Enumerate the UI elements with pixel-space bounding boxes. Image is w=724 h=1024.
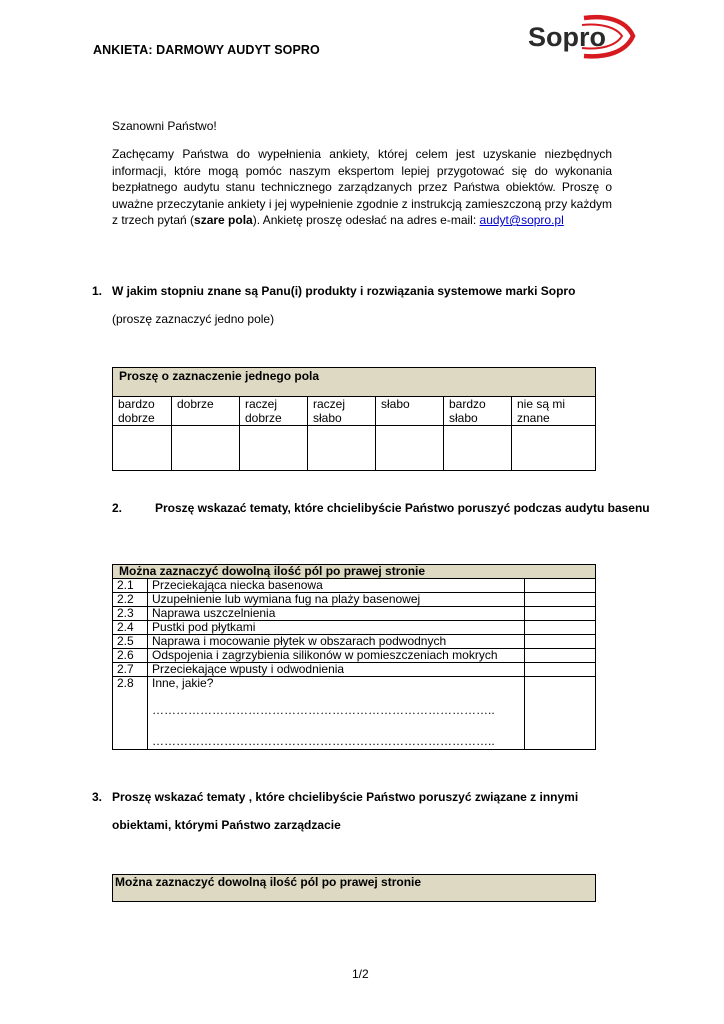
table-row: 2.7 Przeciekające wpusty i odwodnienia	[113, 663, 596, 677]
checkbox-cell[interactable]	[525, 635, 596, 649]
question-2: 2. Proszę wskazać tematy, które chcielibyście Państwo poruszyć podczas audytu basenu	[112, 501, 650, 515]
option-label: nie są mi znane	[512, 397, 596, 426]
checkbox-cell[interactable]	[525, 663, 596, 677]
table-row: 2.4 Pustki pod płytkami	[113, 621, 596, 635]
checkbox-cell[interactable]	[525, 621, 596, 635]
checkbox-cell[interactable]	[525, 593, 596, 607]
table-row: 2.1 Przeciekająca niecka basenowa	[113, 579, 596, 593]
fill-line: …………………………………………………………………………..	[152, 703, 495, 717]
question-1-note: (proszę zaznaczyć jedno pole)	[112, 312, 275, 326]
question-3: 3. Proszę wskazać tematy , które chcielibyście Państwo poruszyć związane z innymi	[92, 790, 579, 804]
option-label: bardzo słabo	[444, 397, 512, 426]
fill-line: …………………………………………………………………………..	[152, 734, 495, 748]
page-number: 1/2	[352, 967, 369, 981]
question-2-table	[112, 564, 596, 750]
table-row: 2.5 Naprawa i mocowanie płytek w obszarach podwodnych	[113, 635, 596, 649]
greeting: Szanowni Państwo!	[112, 119, 217, 133]
answer-cell[interactable]	[113, 426, 172, 471]
intro-paragraph: Zachęcamy Państwa do wypełnienia ankiety, której celem jest uzyskanie niezbędnych informacji, które mogą pomóc naszym ekspertom lepiej przygotować się do wykonania bezpłatnego audytu stanu technicznego zarządzanych przez Państwa obiektów. Proszę o uważne przeczytanie ankiety i jej wypełnienie zgodnie z instrukcją zamieszczoną przy każdym z trzech pytań (szare pola). Ankietę proszę odesłać na adres e-mail: audyt@sopro.pl	[112, 147, 612, 227]
option-label: raczej słabo	[308, 397, 376, 426]
answer-cell[interactable]	[240, 426, 308, 471]
answer-cell[interactable]	[308, 426, 376, 471]
checkbox-cell[interactable]	[525, 677, 596, 750]
question-3-line-2: obiektami, którymi Państwo zarządzacie	[112, 818, 341, 832]
email-link[interactable]: audyt@sopro.pl	[479, 213, 564, 227]
answer-cell[interactable]	[512, 426, 596, 471]
answer-cell[interactable]	[376, 426, 444, 471]
option-label: bardzo dobrze	[113, 397, 172, 426]
option-label: dobrze	[172, 397, 240, 426]
question-1-table	[112, 367, 596, 471]
option-label: słabo	[376, 397, 444, 426]
table-row-other: 2.8 Inne, jakie? ………………………………………………………………………….. …………………………………………………………………………..	[113, 677, 596, 750]
option-label: raczej dobrze	[240, 397, 308, 426]
table-row: 2.6 Odspojenia i zagrzybienia silikonów w pomieszczeniach mokrych	[113, 649, 596, 663]
checkbox-cell[interactable]	[525, 579, 596, 593]
checkbox-cell[interactable]	[525, 649, 596, 663]
table-header: Proszę o zaznaczenie jednego pola	[113, 368, 596, 397]
table-row: 2.2 Uzupełnienie lub wymiana fug na plaży basenowej	[113, 593, 596, 607]
answer-cell[interactable]	[444, 426, 512, 471]
document-title: ANKIETA: DARMOWY AUDYT SOPRO	[93, 43, 320, 57]
question-3-table-header: Można zaznaczyć dowolną ilość pól po prawej stronie	[112, 874, 596, 902]
sopro-logo	[524, 14, 636, 60]
question-1: 1. W jakim stopniu znane są Panu(i) produkty i rozwiązania systemowe marki Sopro	[92, 284, 576, 298]
other-topic-field[interactable]: Inne, jakie? ………………………………………………………………………….. …………………………………………………………………………..	[148, 677, 525, 750]
table-header: Można zaznaczyć dowolną ilość pól po prawej stronie	[113, 565, 596, 579]
checkbox-cell[interactable]	[525, 607, 596, 621]
table-row: 2.3 Naprawa uszczelnienia	[113, 607, 596, 621]
answer-cell[interactable]	[172, 426, 240, 471]
svg-text:Sopro: Sopro	[528, 22, 606, 52]
